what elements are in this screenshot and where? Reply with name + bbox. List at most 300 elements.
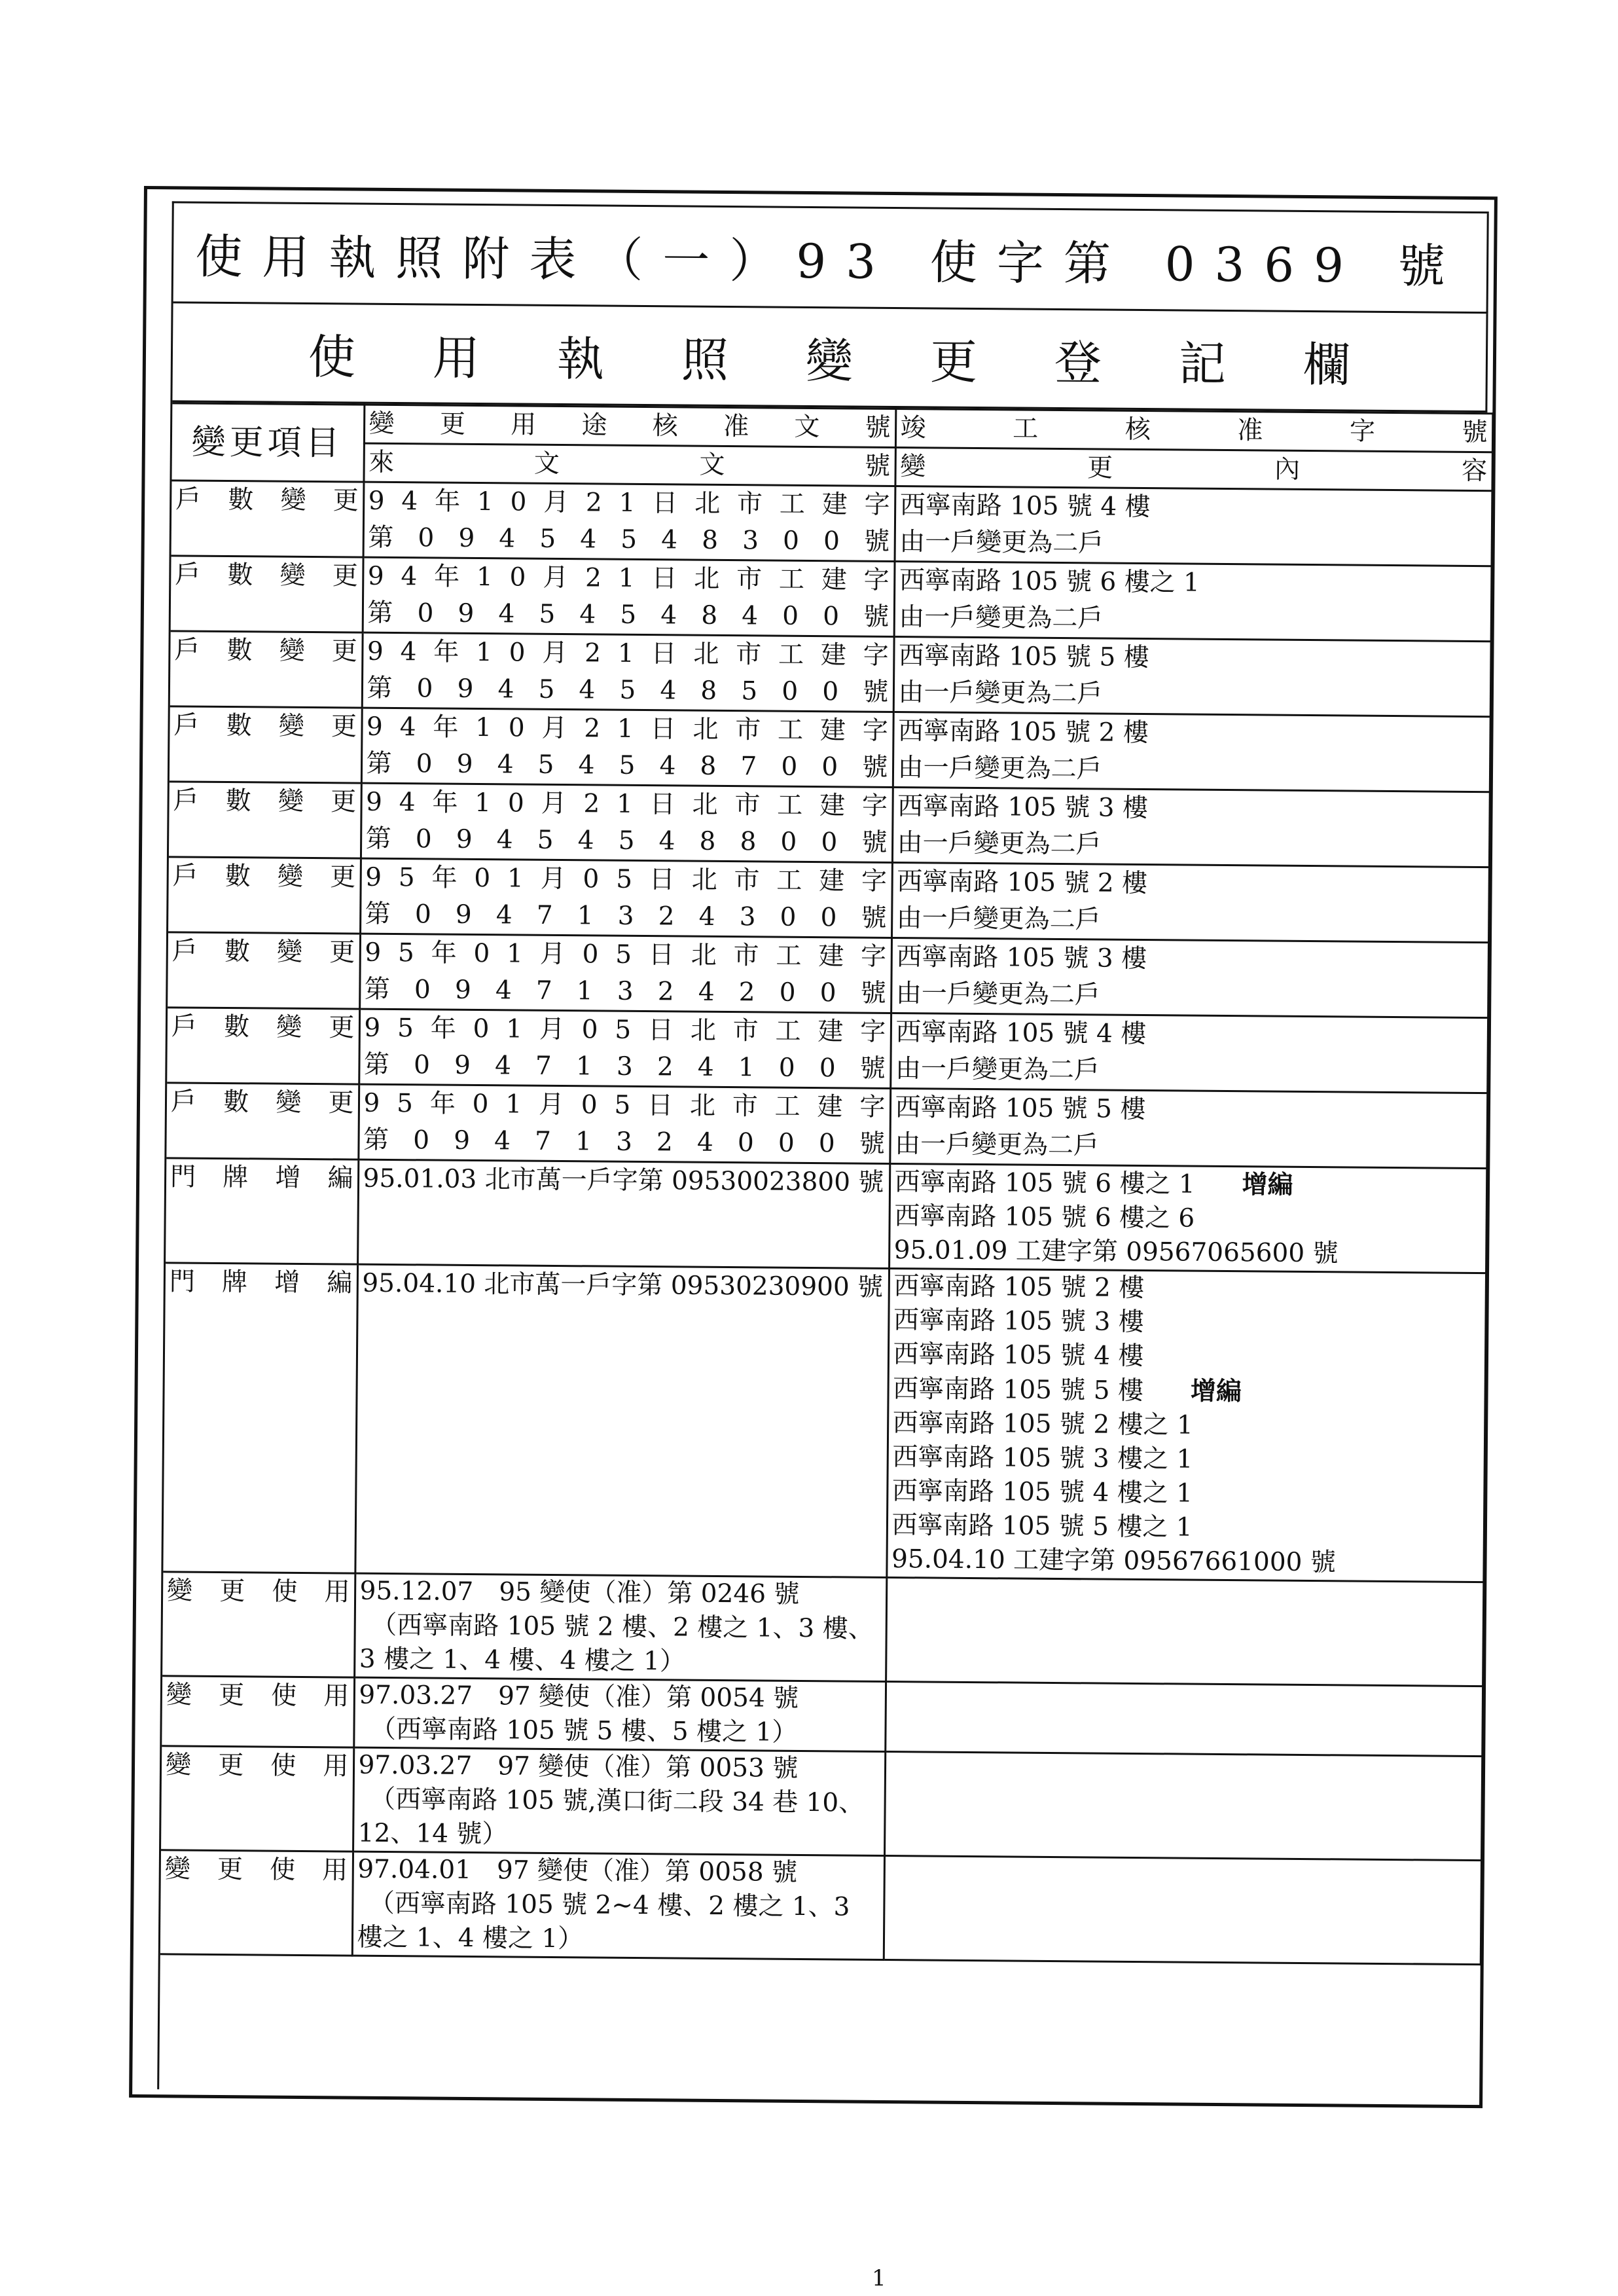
approval-line bbox=[365, 935, 886, 975]
char: 5 bbox=[396, 1089, 414, 1119]
char: 2 bbox=[658, 902, 675, 932]
char: 4 bbox=[499, 524, 516, 554]
char: 日 bbox=[648, 940, 675, 970]
char: 年 bbox=[433, 637, 459, 667]
char: 5 bbox=[615, 1015, 632, 1045]
char: 7 bbox=[740, 752, 757, 782]
content-line: 西寧南路 105 號 4 樓 bbox=[895, 1017, 1147, 1049]
char: 年 bbox=[430, 1013, 456, 1044]
char: 0 bbox=[779, 977, 796, 1008]
char: 途 bbox=[581, 410, 607, 441]
char: 3 bbox=[616, 1051, 633, 1082]
char: 7 bbox=[534, 1126, 552, 1156]
char: 號 bbox=[863, 677, 889, 707]
char: 8 bbox=[700, 676, 717, 706]
char: 數 bbox=[225, 862, 251, 892]
char: 9 bbox=[364, 1013, 381, 1043]
approval-line bbox=[368, 520, 890, 560]
approval-line bbox=[365, 972, 886, 1012]
change-item-label bbox=[172, 933, 355, 971]
content-line: 西寧南路 105 號 3 樓 bbox=[897, 792, 1149, 824]
char: 1 bbox=[575, 1127, 592, 1157]
content-line bbox=[891, 1508, 1479, 1547]
char: 5 bbox=[397, 1013, 414, 1044]
content-line bbox=[891, 1542, 1479, 1581]
char: 8 bbox=[700, 751, 717, 781]
char: 3 bbox=[742, 526, 759, 556]
approval-cell bbox=[360, 858, 892, 938]
char: 字 bbox=[1349, 416, 1376, 446]
char: 5 bbox=[618, 826, 635, 856]
char: 5 bbox=[620, 600, 637, 630]
char: 5 bbox=[741, 676, 758, 706]
char: 增 bbox=[275, 1163, 301, 1193]
char: 0 bbox=[508, 713, 525, 743]
char: 9 bbox=[455, 900, 472, 930]
char: 8 bbox=[701, 600, 718, 630]
table-row bbox=[169, 782, 1490, 867]
char: 變 bbox=[276, 937, 303, 967]
approval-line: （西寧南路 105 號 2 樓、2 樓之 1、3 樓、 bbox=[371, 1610, 874, 1644]
table-row bbox=[167, 1008, 1488, 1093]
char: 號 bbox=[861, 903, 887, 933]
char: 第 bbox=[364, 974, 391, 1004]
content-cell bbox=[890, 1088, 1487, 1168]
char: 戶 bbox=[173, 710, 200, 740]
approval-line: 95.04.10 北市萬一戶字第 09530230900 號 bbox=[362, 1268, 884, 1302]
change-item-cell bbox=[163, 1263, 357, 1573]
char: 月 bbox=[539, 939, 566, 970]
approval-cell bbox=[358, 1084, 890, 1163]
change-item-cell bbox=[160, 1850, 353, 1956]
char: 0 bbox=[781, 752, 798, 782]
char: 變 bbox=[280, 485, 306, 515]
char: 2 bbox=[584, 638, 602, 668]
char: 0 bbox=[473, 1013, 490, 1044]
char: 1 bbox=[505, 1089, 522, 1120]
table-row bbox=[166, 1083, 1487, 1169]
content-line: 由一戶變更為二戶 bbox=[899, 602, 1104, 634]
char: 1 bbox=[738, 1053, 755, 1083]
content-line: 西寧南路 105 號 2 樓 bbox=[897, 867, 1148, 899]
char: 更 bbox=[219, 1576, 245, 1607]
content-cell bbox=[886, 1577, 1483, 1686]
char: 0 bbox=[583, 864, 600, 894]
table-row bbox=[170, 706, 1490, 792]
char: 4 bbox=[494, 1051, 512, 1081]
approval-line: 95.01.03 北市萬一戶字第 09530023800 號 bbox=[363, 1163, 884, 1197]
char: 使 bbox=[270, 1751, 297, 1781]
char: 5 bbox=[619, 675, 636, 705]
char: 4 bbox=[579, 675, 596, 705]
approval-line bbox=[367, 595, 889, 636]
char: 第 bbox=[368, 522, 394, 553]
char: 工 bbox=[778, 640, 804, 670]
char: 建 bbox=[819, 866, 845, 896]
content-line: 西寧南路 105 號 5 樓 bbox=[895, 1093, 1146, 1125]
approval-line bbox=[367, 670, 888, 711]
char: 7 bbox=[536, 900, 553, 930]
table-row bbox=[171, 481, 1492, 566]
char: 工 bbox=[777, 790, 803, 820]
char: 數 bbox=[223, 1011, 250, 1042]
char: 1 bbox=[476, 562, 493, 592]
char: 5 bbox=[620, 524, 638, 555]
char: 0 bbox=[414, 975, 431, 1005]
char: 0 bbox=[820, 903, 837, 933]
char: 0 bbox=[415, 824, 432, 854]
change-item-label bbox=[173, 782, 356, 820]
approval-line: （西寧南路 105 號 2~4 樓、2 樓之 1、3 bbox=[369, 1888, 850, 1922]
header-approval-number bbox=[364, 405, 895, 447]
content-cell bbox=[895, 486, 1492, 566]
char: 字 bbox=[860, 941, 887, 972]
change-item-label bbox=[165, 1851, 348, 1889]
content-line: 由一戶變更為二戶 bbox=[894, 1129, 1100, 1161]
change-item-cell bbox=[162, 1676, 354, 1747]
char: 0 bbox=[780, 902, 797, 932]
char: 2 bbox=[657, 977, 674, 1007]
char: 1 bbox=[475, 638, 493, 668]
char: 0 bbox=[510, 487, 527, 517]
char: 使 bbox=[272, 1576, 298, 1607]
char: 市 bbox=[736, 564, 763, 594]
content-line bbox=[893, 1269, 1481, 1308]
char: 4 bbox=[580, 524, 597, 555]
char: 4 bbox=[696, 1127, 713, 1157]
char: 4 bbox=[495, 900, 512, 930]
content-line bbox=[892, 1440, 1479, 1479]
content-line bbox=[893, 1338, 1480, 1376]
char: 字 bbox=[861, 866, 888, 896]
content-line: 西寧南路 105 號 2 樓 bbox=[897, 716, 1149, 748]
char: 9 bbox=[365, 862, 382, 892]
approval-cell bbox=[359, 1009, 891, 1088]
char: 數 bbox=[227, 560, 253, 591]
content-line: 西寧南路 105 號 3 樓 bbox=[896, 942, 1147, 974]
approval-cell bbox=[361, 783, 893, 862]
char: 工 bbox=[774, 1091, 800, 1121]
char: 第 bbox=[365, 899, 391, 929]
char: 核 bbox=[652, 411, 678, 441]
approval-line: 12、14 號） bbox=[357, 1818, 508, 1850]
char: 更 bbox=[333, 486, 359, 516]
char: 使 bbox=[269, 1855, 296, 1885]
char: 3 bbox=[739, 902, 756, 932]
char: 數 bbox=[228, 485, 254, 515]
change-item-cell bbox=[162, 1572, 355, 1677]
char: 7 bbox=[535, 975, 552, 1006]
char: 日 bbox=[649, 865, 675, 895]
approval-cell bbox=[354, 1573, 886, 1681]
char: 字 bbox=[859, 1092, 886, 1122]
char: 0 bbox=[474, 863, 491, 894]
change-item-label bbox=[175, 481, 359, 519]
char: 9 bbox=[454, 1125, 471, 1156]
char: 工 bbox=[777, 715, 804, 745]
change-item-label bbox=[174, 632, 357, 670]
change-item-label bbox=[171, 1008, 355, 1046]
char: 4 bbox=[697, 1052, 714, 1082]
added-mark: 增編 bbox=[1190, 1376, 1242, 1407]
header-item: 變更項目 bbox=[171, 403, 364, 482]
content-cell bbox=[885, 1681, 1483, 1756]
char: 0 bbox=[818, 1129, 835, 1159]
char: 變 bbox=[278, 711, 305, 741]
content-line: 由一戶變更為二戶 bbox=[896, 903, 1101, 935]
char: 第 bbox=[365, 824, 391, 854]
char: 0 bbox=[414, 900, 431, 930]
char: 月 bbox=[542, 638, 568, 668]
char: 1 bbox=[475, 713, 492, 743]
content-line: 由一戶變更為二戶 bbox=[898, 678, 1103, 709]
char: 更 bbox=[218, 1680, 245, 1711]
char: 市 bbox=[732, 1091, 758, 1121]
content-text: 95.01.09 工建字第 09567065600 號 bbox=[893, 1235, 1339, 1269]
char: 字 bbox=[864, 490, 890, 520]
page-number: 1 bbox=[872, 2265, 886, 2291]
use-change-row bbox=[162, 1572, 1483, 1686]
char: 4 bbox=[401, 562, 418, 592]
char: 1 bbox=[576, 976, 593, 1006]
char: 月 bbox=[541, 788, 567, 819]
char: 數 bbox=[226, 711, 252, 741]
char: 北 bbox=[692, 714, 719, 744]
content-cell bbox=[891, 938, 1488, 1018]
char: 9 bbox=[456, 749, 473, 779]
char: 建 bbox=[821, 490, 848, 520]
char: 戶 bbox=[175, 560, 201, 590]
approval-line bbox=[367, 634, 889, 674]
doorplate-row bbox=[163, 1263, 1486, 1582]
char: 4 bbox=[698, 977, 715, 1007]
header-incoming-text bbox=[369, 445, 890, 485]
char: 北 bbox=[692, 790, 718, 820]
char: 2 bbox=[738, 977, 755, 1008]
approval-line: 95.12.07 95 變使（准）第 0246 號 bbox=[359, 1576, 800, 1609]
content-line: 西寧南路 105 號 5 樓 bbox=[898, 641, 1149, 673]
char: 北 bbox=[689, 1091, 716, 1121]
char: 5 bbox=[397, 938, 414, 968]
content-cell bbox=[893, 637, 1491, 717]
change-item-cell bbox=[169, 782, 361, 858]
char: 0 bbox=[582, 939, 599, 970]
char: 1 bbox=[618, 563, 635, 593]
change-item-label bbox=[175, 556, 358, 594]
char: 4 bbox=[498, 599, 515, 629]
content-cell bbox=[884, 1855, 1481, 1964]
char: 數 bbox=[226, 636, 253, 666]
content-line: 西寧南路 105 號 4 樓 bbox=[899, 490, 1151, 522]
header-completion-number bbox=[895, 409, 1492, 452]
char: 4 bbox=[658, 826, 675, 856]
char: 用 bbox=[323, 1751, 349, 1781]
document-title: 使用執照附表（一）93 使字第 0369 號 bbox=[173, 203, 1489, 314]
char: 9 bbox=[363, 1088, 380, 1118]
char: 0 bbox=[821, 828, 838, 858]
char: 0 bbox=[822, 677, 839, 707]
char: 年 bbox=[429, 1089, 456, 1119]
char: 月 bbox=[539, 1014, 566, 1045]
char: 工 bbox=[778, 564, 805, 594]
char: 0 bbox=[472, 1089, 489, 1120]
char: 0 bbox=[782, 676, 799, 706]
header-completion-text bbox=[900, 410, 1487, 451]
char: 日 bbox=[651, 639, 677, 669]
char: 戶 bbox=[175, 484, 202, 515]
char: 0 bbox=[823, 526, 840, 556]
char: 號 bbox=[865, 412, 891, 443]
approval-line: （西寧南路 105 號 5 樓、5 樓之 1） bbox=[370, 1714, 798, 1747]
change-item-cell bbox=[170, 631, 363, 708]
char: 3 bbox=[617, 976, 634, 1006]
char: 1 bbox=[616, 789, 634, 819]
change-item-cell bbox=[168, 932, 360, 1009]
char: 4 bbox=[579, 600, 596, 630]
char: 號 bbox=[863, 526, 890, 556]
char: 9 bbox=[457, 674, 474, 704]
char: 4 bbox=[659, 751, 676, 781]
char: 更 bbox=[329, 938, 355, 968]
char: 更 bbox=[218, 1750, 244, 1781]
char: 9 bbox=[454, 975, 471, 1005]
content-line: 由一戶變更為二戶 bbox=[899, 527, 1104, 558]
change-item-cell bbox=[166, 1083, 359, 1159]
char: 5 bbox=[539, 599, 556, 629]
content-text: 西寧南路 105 號 5 樓 bbox=[892, 1374, 1144, 1406]
change-item-cell bbox=[171, 481, 364, 557]
char: 數 bbox=[224, 937, 251, 967]
char: 0 bbox=[418, 523, 435, 553]
char: 變 bbox=[369, 409, 395, 439]
added-mark: 增編 bbox=[1242, 1169, 1293, 1200]
change-item-label bbox=[167, 1573, 350, 1611]
char: 0 bbox=[737, 1128, 754, 1158]
char: 字 bbox=[863, 640, 889, 670]
char: 月 bbox=[541, 713, 567, 744]
char: 9 bbox=[368, 486, 385, 516]
content-line bbox=[894, 1233, 1481, 1272]
approval-cell bbox=[363, 557, 895, 636]
char: 更 bbox=[328, 1088, 354, 1118]
char: 北 bbox=[691, 940, 717, 970]
char: 變 bbox=[164, 1854, 191, 1884]
char: 變 bbox=[276, 1012, 302, 1042]
approval-line bbox=[363, 1122, 885, 1163]
change-item-label bbox=[166, 1677, 350, 1715]
char: 0 bbox=[778, 1128, 795, 1158]
char: 0 bbox=[416, 674, 433, 704]
char: 4 bbox=[494, 1126, 511, 1156]
approval-line bbox=[366, 784, 888, 825]
char: 號 bbox=[861, 828, 888, 858]
char: 2 bbox=[584, 563, 602, 593]
approval-line: 97.04.01 97 變使（准）第 0058 號 bbox=[357, 1854, 798, 1887]
char: 更 bbox=[331, 636, 358, 666]
char: 戶 bbox=[173, 786, 199, 816]
approval-cell bbox=[362, 632, 894, 712]
char: 建 bbox=[818, 1017, 844, 1047]
char: 0 bbox=[413, 1125, 430, 1156]
char: 0 bbox=[413, 1050, 431, 1080]
char: 第 bbox=[367, 673, 393, 704]
char: 日 bbox=[649, 790, 675, 820]
char: 來 bbox=[369, 447, 395, 478]
char: 年 bbox=[432, 788, 458, 818]
change-item-cell bbox=[171, 556, 363, 632]
char: 更 bbox=[439, 409, 466, 439]
char: 1 bbox=[617, 638, 634, 668]
char: 更 bbox=[330, 862, 356, 892]
char: 文 bbox=[794, 412, 820, 443]
header-content-text bbox=[900, 448, 1487, 490]
char: 0 bbox=[780, 827, 797, 857]
char: 第 bbox=[367, 598, 393, 629]
approval-cell bbox=[353, 1747, 885, 1855]
approval-cell bbox=[359, 934, 891, 1013]
char: 年 bbox=[433, 562, 460, 592]
content-cell bbox=[891, 863, 1489, 943]
char: 5 bbox=[539, 524, 556, 554]
document-sheet bbox=[129, 186, 1498, 2108]
content-text: 西寧南路 105 號 6 樓之 6 bbox=[894, 1201, 1195, 1233]
char: 4 bbox=[495, 975, 512, 1006]
char: 0 bbox=[782, 601, 799, 631]
char: 編 bbox=[327, 1268, 353, 1298]
content-text: 西寧南路 105 號 2 樓 bbox=[893, 1271, 1145, 1303]
char: 准 bbox=[723, 411, 749, 442]
content-line bbox=[893, 1303, 1481, 1342]
header-approval-text bbox=[369, 406, 890, 446]
char: 編 bbox=[327, 1163, 353, 1194]
content-text: 95.04.10 工建字第 09567661000 號 bbox=[891, 1544, 1337, 1578]
content-text: 西寧南路 105 號 2 樓之 1 bbox=[892, 1408, 1193, 1440]
char: 市 bbox=[734, 866, 760, 896]
char: 5 bbox=[619, 750, 636, 780]
approval-line bbox=[365, 896, 887, 937]
char: 第 bbox=[366, 748, 392, 778]
char: 變 bbox=[166, 1680, 192, 1710]
char: 用 bbox=[322, 1855, 348, 1886]
char: 0 bbox=[819, 1053, 836, 1084]
char: 1 bbox=[577, 901, 594, 931]
char: 更 bbox=[332, 561, 358, 591]
change-item-label bbox=[170, 1159, 353, 1197]
char: 5 bbox=[538, 674, 555, 704]
char: 1 bbox=[575, 1051, 592, 1082]
char: 使 bbox=[271, 1681, 297, 1711]
approval-line: 97.03.27 97 變使（准）第 0054 號 bbox=[359, 1680, 799, 1713]
char: 4 bbox=[577, 826, 594, 856]
change-item-label bbox=[171, 1084, 354, 1121]
content-cell bbox=[884, 1751, 1482, 1860]
content-line: 西寧南路 105 號 6 樓之 1 bbox=[899, 566, 1200, 598]
char: 變 bbox=[165, 1750, 192, 1780]
header-incoming-number bbox=[363, 443, 895, 486]
approval-line bbox=[369, 483, 890, 524]
table-row bbox=[168, 857, 1489, 943]
char: 4 bbox=[399, 712, 416, 742]
content-text: 西寧南路 105 號 3 樓 bbox=[893, 1305, 1144, 1338]
content-line bbox=[893, 1372, 1480, 1411]
char: 日 bbox=[647, 1091, 674, 1121]
char: 9 bbox=[458, 523, 475, 553]
section-title: 使用執照變更登記欄 bbox=[172, 303, 1488, 412]
char: 1 bbox=[619, 488, 636, 518]
approval-cell bbox=[361, 708, 893, 787]
char: 4 bbox=[742, 601, 759, 631]
char: 0 bbox=[581, 1090, 598, 1120]
